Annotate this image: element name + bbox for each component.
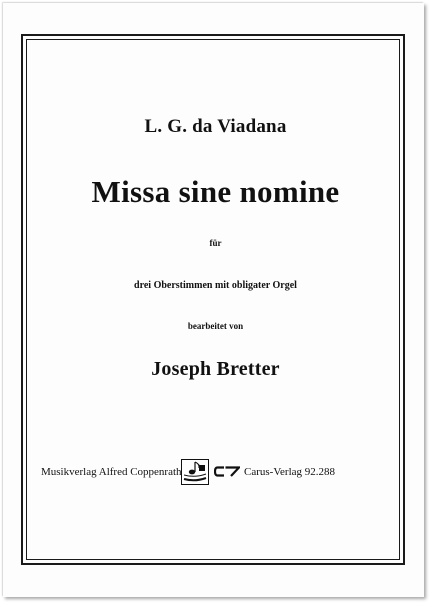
arranger-name: Joseph Bretter bbox=[151, 358, 280, 380]
for-label: für bbox=[209, 238, 222, 248]
publisher-carus: Carus-Verlag 92.288 bbox=[244, 466, 336, 478]
composer-name: L. G. da Viadana bbox=[144, 116, 287, 137]
coppenrath-logo-icon bbox=[181, 459, 209, 485]
instrumentation: drei Oberstimmen mit obligater Orgel bbox=[134, 280, 297, 291]
arranged-by-label: bearbeitet von bbox=[187, 321, 244, 331]
publisher-coppenrath: Musikverlag Alfred Coppenrath bbox=[41, 466, 182, 478]
work-title: Missa sine nomine bbox=[91, 174, 340, 209]
carus-logo-icon bbox=[214, 466, 240, 477]
